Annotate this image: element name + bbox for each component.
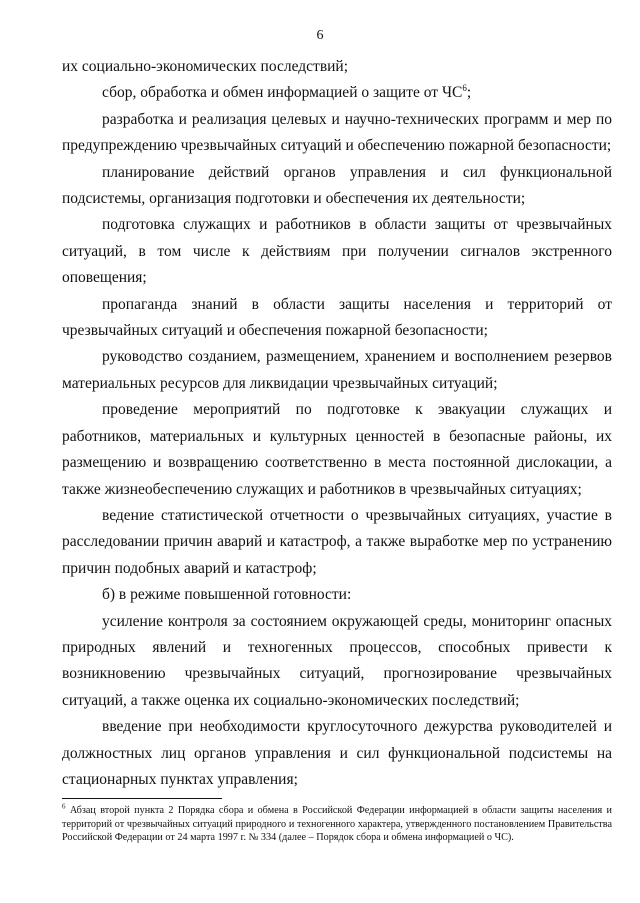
- paragraph: пропаганда знаний в области защиты населения и территорий от чрезвычайных ситуаций и обеспечения пожарной безопасности;: [62, 295, 612, 340]
- body-text: [62, 54, 612, 793]
- page-number: 6: [316, 28, 324, 43]
- footnote-marker: 6: [62, 802, 66, 811]
- paragraph: ведение статистической отчетности о чрезвычайных ситуациях, участие в расследовании причин аварий и катастроф, а также выработке мер по устранению причин подобных аварий и катастроф;: [62, 506, 612, 577]
- paragraph: подготовка служащих и работников в области защиты от чрезвычайных ситуаций, в том числе к действиям при получении сигналов экстренного оповещения;: [62, 216, 612, 287]
- paragraph: усиление контроля за состоянием окружающей среды, мониторинг опасных природных явлений и техногенных процессов, способных привести к возникновению чрезвычайных ситуаций, прогнозирование чрезвычайных ситуаций, а также оценка их социально-экономических последствий;: [62, 612, 612, 709]
- paragraph-text: сбор, обработка и обмен информацией о защите от ЧС: [102, 84, 463, 102]
- paragraph: планирование действий органов управления и сил функциональной подсистемы, организация подготовки и обеспечения их деятельности;: [62, 163, 612, 208]
- paragraph-punctuation: ;: [466, 84, 472, 102]
- section-heading: б) в режиме повышенной готовности:: [102, 586, 352, 604]
- paragraph: их социально-экономических последствий;: [62, 58, 349, 75]
- paragraph: введение при необходимости круглосуточного дежурства руководителей и должностных лиц органов управления и сил функциональной подсистемы на стационарных пунктах управления;: [62, 718, 612, 788]
- footnote-text: Абзац второй пункта 2 Порядка сбора и обмена в Российской Федерации информацией в области защиты населения и территорий от чрезвычайных ситуаций природного и техногенного характера, утвержденного постановлением Правительства Российской Федерации от 24 марта 1997 г. № 334 (далее – Порядок сбора и обмена информацией о ЧС).: [62, 805, 612, 843]
- paragraph-with-footnote: [62, 80, 612, 106]
- footnote: [62, 804, 612, 845]
- paragraph: руководство созданием, размещением, хранением и восполнением резервов материальных ресурсов для ликвидации чрезвычайных ситуаций;: [62, 348, 612, 392]
- footnote-reference[interactable]: 6: [462, 83, 467, 94]
- footnote-divider: [62, 798, 222, 799]
- paragraph: разработка и реализация целевых и научно-технических программ и мер по предупреждению чрезвычайных ситуаций и обеспечению пожарной безопасности;: [62, 110, 612, 155]
- paragraph: проведение мероприятий по подготовке к эвакуации служащих и работников, материальных и культурных ценностей в безопасные районы, их размещению и возвращению соответственно в места постоянной дислокации, а также жизнеобеспечению служащих и работников в чрезвычайных ситуациях;: [62, 401, 612, 498]
